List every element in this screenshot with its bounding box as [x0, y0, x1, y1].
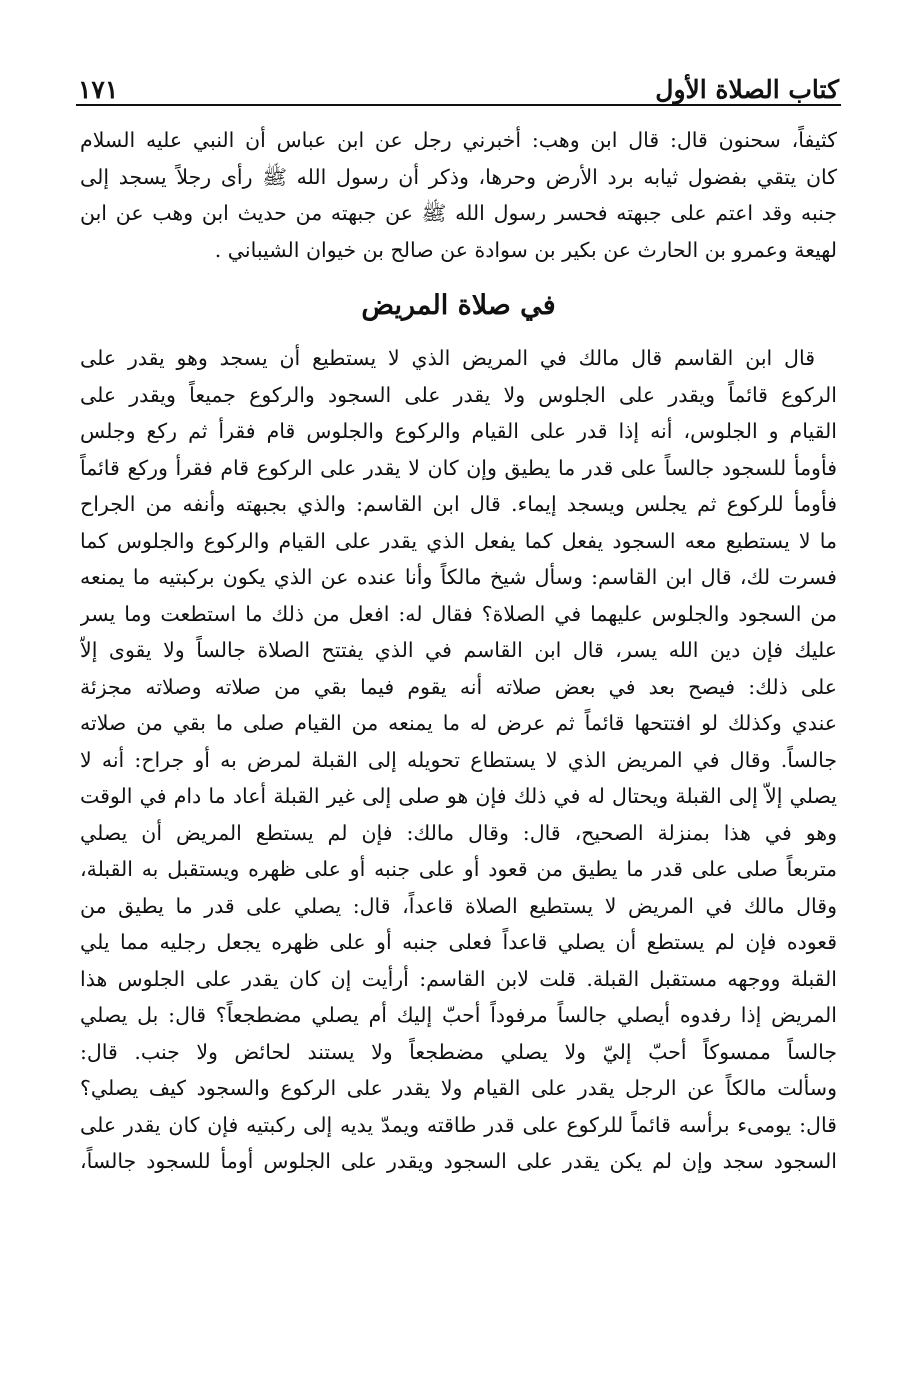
- text-line: جالساً. وقال في المريض الذي لا يستطاع تحويله إلى القبلة لمرض به أو جراح: أنه لا: [80, 747, 837, 772]
- text-line: على ذلك: فيصح بعد في بعض صلاته أنه يقوم فيما بقي من صلاته وصلاته مجزئة: [80, 674, 837, 699]
- text-line: السجود سجد وإن لم يكن يقدر على السجود ويقدر على الجلوس أومأ للسجود جالساً،: [80, 1149, 837, 1173]
- text-line: لهيعة وعمرو بن الحارث عن بكير بن سوادة عن صالح بن خيوان الشيباني .: [214, 237, 837, 262]
- text-line: عندي وكذلك لو افتتحها قائماً ثم عرض له ما يمنعه من القيام صلى ما بقي من صلاته: [80, 711, 837, 735]
- text-line: وسألت مالكاً عن الرجل يقدر على القيام ولا يقدر على الركوع والسجود كيف يصلي؟: [80, 1076, 837, 1100]
- text-line: كثيفاً، سحنون قال: قال ابن وهب: أخبرني رجل عن ابن عباس أن النبي عليه السلام: [80, 128, 837, 152]
- text-line: جالساً ممسوكاً أحبّ إليّ ولا يصلي مضطجعاً ولا يستند لحائض ولا جنب. قال:: [80, 1039, 837, 1064]
- text-line: فسرت لك، قال ابن القاسم: وسأل شيخ مالكاً وأنا عنده عن الذي يكون بركبتيه ما يمنعه: [80, 565, 837, 589]
- page-header: [78, 60, 839, 102]
- text-line: فأومأ للسجود جالساً على قدر ما يطيق وإن كان لا يقدر على الركوع قام فقرأ وركع قائماً: [80, 455, 837, 480]
- text-line: ما لا يستطيع معه السجود يفعل كما يفعل الذي يقدر على القيام والركوع والجلوس كما: [80, 528, 837, 553]
- text-line: قال: يومىء برأسه قائماً للركوع على قدر طاقته ويمدّ يديه إلى ركبتيه فإن كان يقدر على: [80, 1112, 837, 1137]
- running-title: كتاب الصلاة الأول: [655, 75, 839, 104]
- text-line: كان يتقي بفضول ثيابه برد الأرض وحرها، وذكر أن رسول الله ﷺ رأى رجلاً يسجد إلى: [80, 164, 837, 189]
- text-line: عليك فإن دين الله يسر، قال ابن القاسم في الذي يفتتح الصلاة جالساً ولا يقوى إلاّ: [80, 638, 837, 662]
- text-line: القيام و الجلوس، أنه إذا قدر على القيام والركوع والجلوس قام فقرأ ثم ركع وجلس: [80, 419, 837, 443]
- text-line: يصلي إلاّ إلى القبلة ويحتال له في ذلك فإن هو صلى إلى غير القبلة أعاد ما دام في الوقت: [80, 784, 837, 808]
- text-line: قال ابن القاسم قال مالك في المريض الذي لا يستطيع أن يسجد وهو يقدر على: [80, 346, 815, 370]
- header-rule: [76, 104, 841, 106]
- text-line: قعوده فإن لم يستطع أن يصلي قاعداً فعلى جنبه أو على ظهره يجعل رجليه مما يلي: [80, 930, 837, 954]
- page-number: ١٧١: [78, 75, 119, 104]
- opening-paragraph: [80, 122, 837, 268]
- text-line: من السجود والجلوس عليهما في الصلاة؟ فقال له: افعل من ذلك ما استطعت وما يسر: [80, 601, 837, 626]
- text-line: الركوع قائماً ويقدر على الجلوس ولا يقدر على السجود والركوع جميعاً ويقدر على: [80, 382, 837, 407]
- text-line: فأومأ للركوع ثم يجلس ويسجد إيماء. قال ابن القاسم: والذي بجبهته وأنفه من الجراح: [80, 492, 837, 516]
- text-line: وهو في هذا بمنزلة الصحيح، قال: وقال مالك: فإن لم يستطع المريض أن يصلي: [80, 820, 837, 845]
- text-line: القبلة ووجهه مستقبل القبلة. قلت لابن القاسم: أرأيت إن كان يقدر على الجلوس هذا: [80, 966, 837, 991]
- text-line: وقال مالك في المريض لا يستطيع الصلاة قاعداً، قال: يصلي على قدر ما يطيق من: [80, 893, 837, 918]
- text-line: المريض إذا رفدوه أيصلي جالساً مرفوداً أحبّ إليك أم يصلي مضطجعاً؟ قال: بل يصلي: [80, 1003, 837, 1027]
- text-line: جنبه وقد اعتم على جبهته فحسر رسول الله ﷺ عن جبهته من حديث ابن وهب عن ابن: [80, 201, 837, 225]
- page-body: [80, 122, 837, 1180]
- section-paragraph: [80, 340, 837, 1180]
- text-line: متربعاً صلى على قدر ما يطيق من قعود أو على جنبه أو على ظهره ويستقبل به القبلة،: [80, 857, 837, 881]
- section-heading: في صلاة المريض: [361, 290, 556, 321]
